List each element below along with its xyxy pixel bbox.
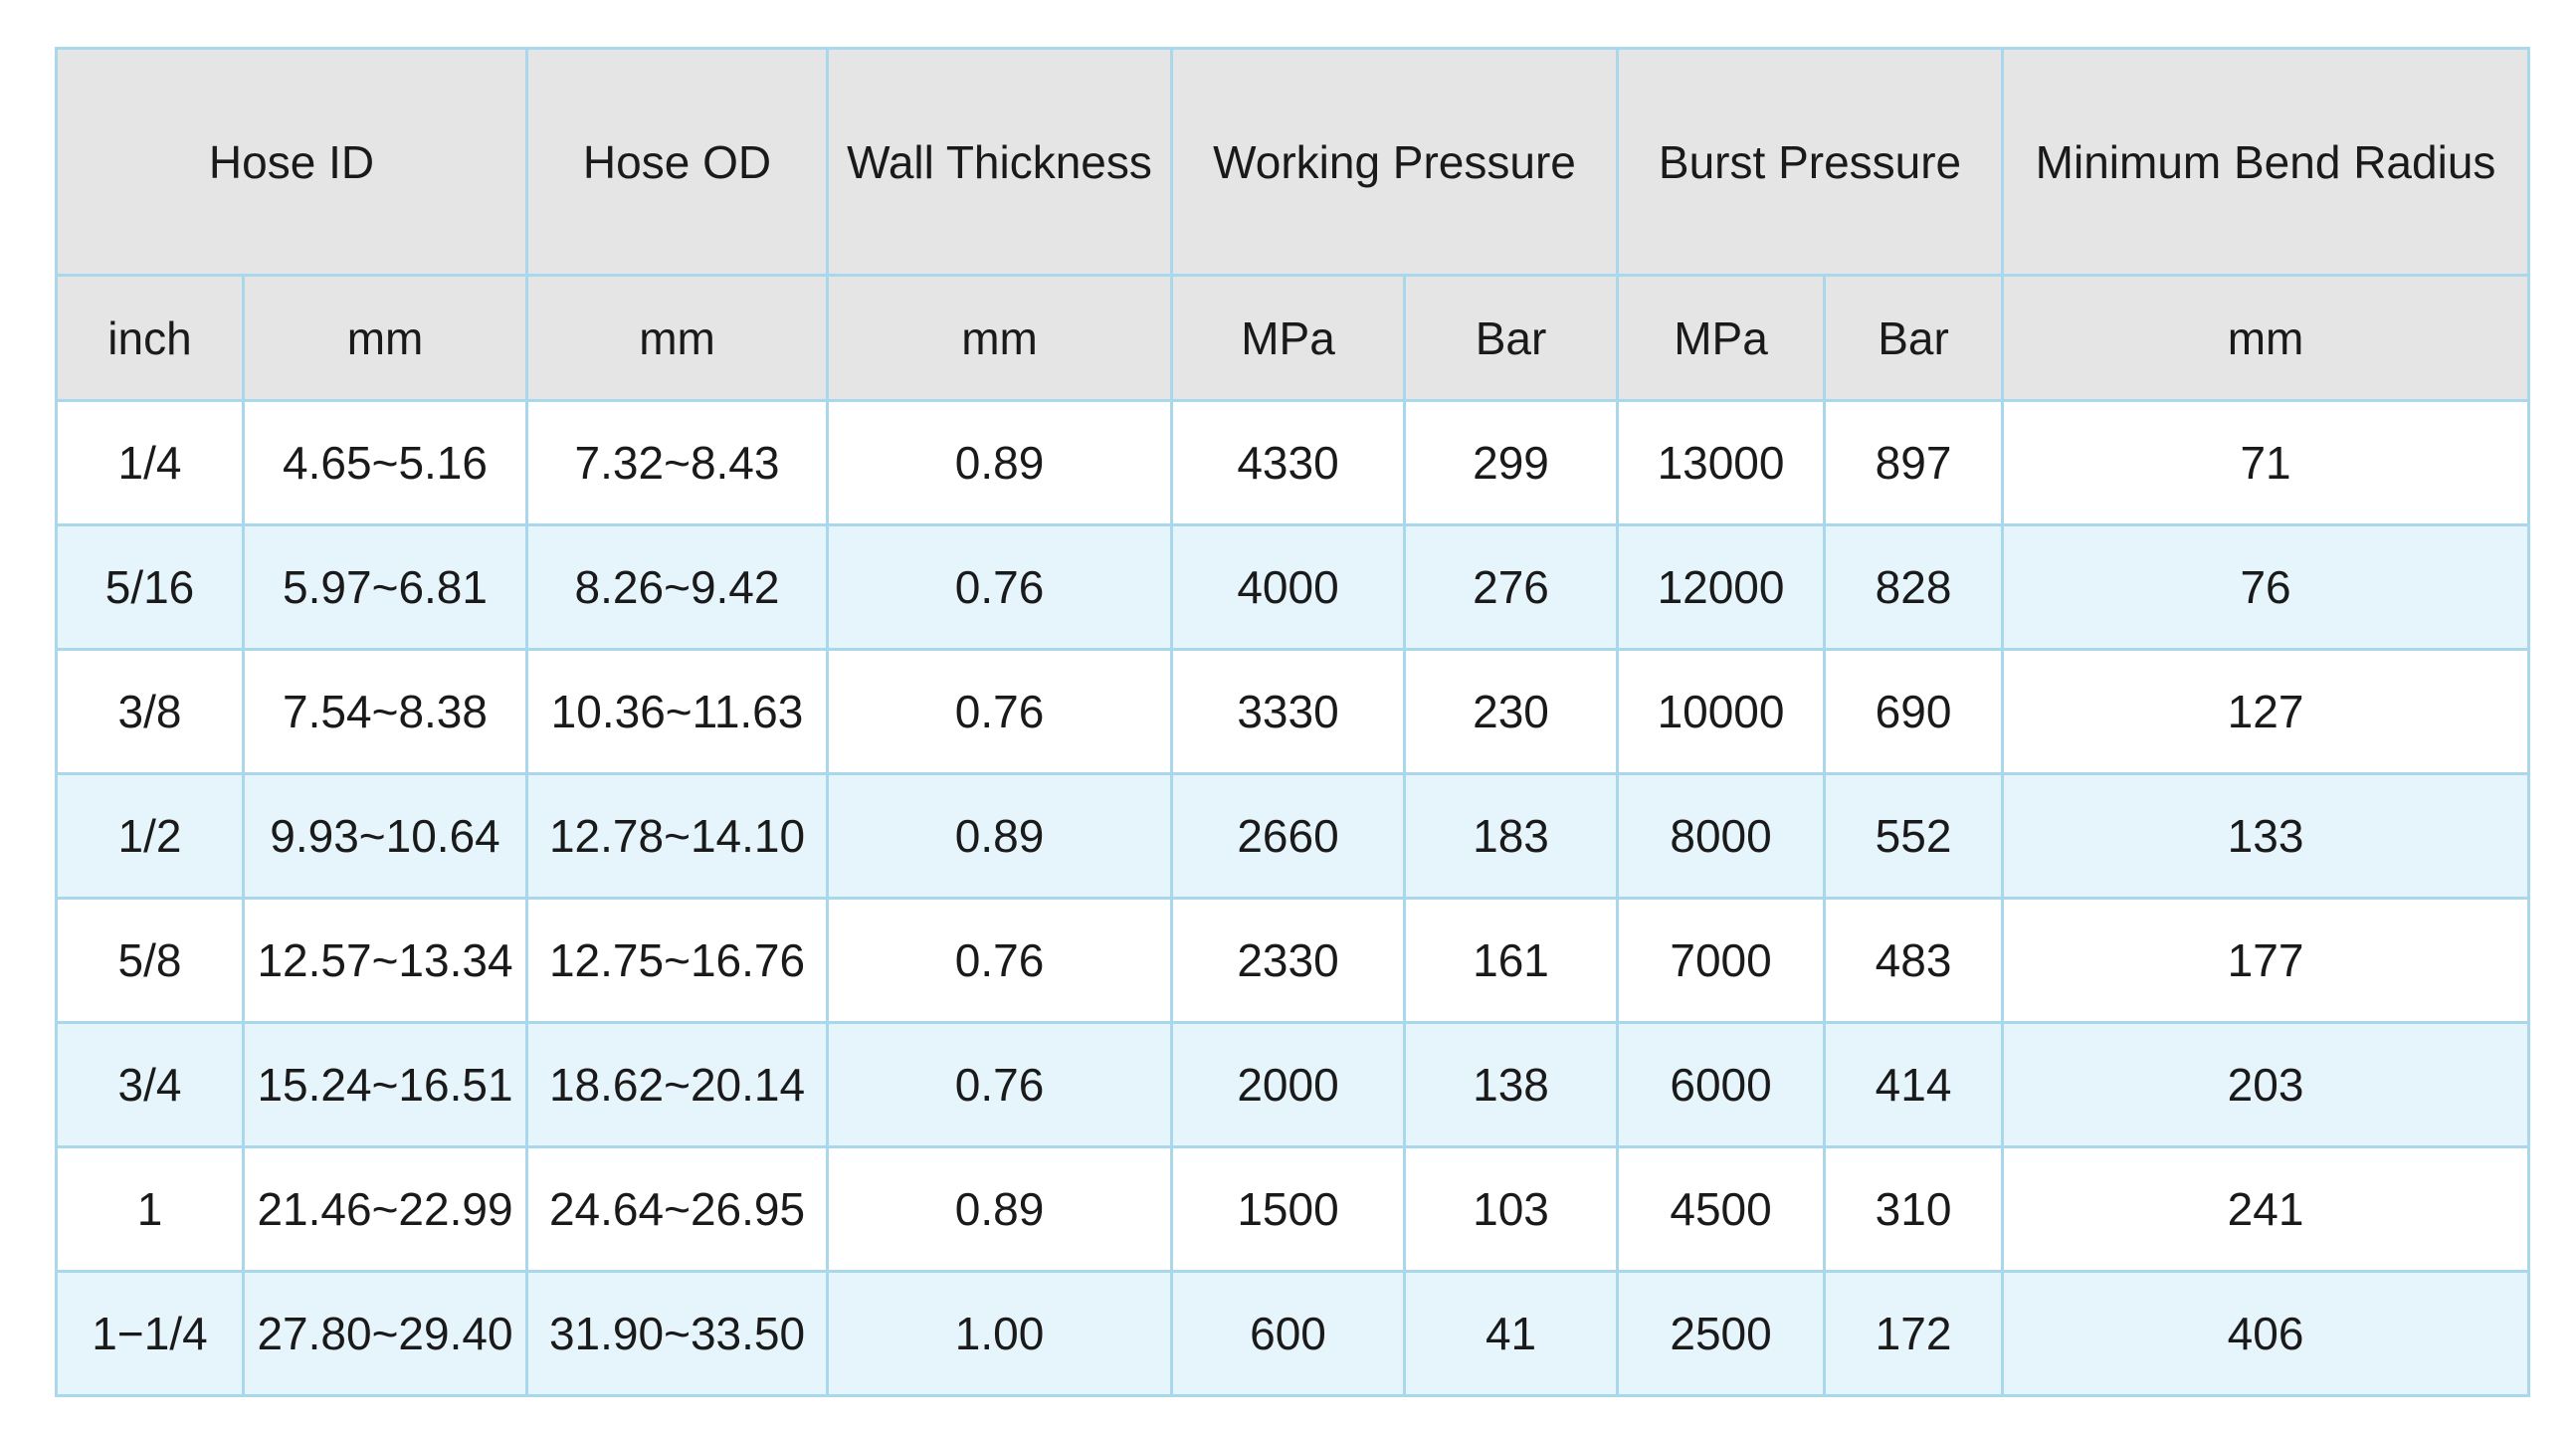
cell-working-pressure-mpa: 3330 [1172, 650, 1405, 774]
cell-wall-thickness-mm: 0.89 [828, 1147, 1172, 1272]
unit-hose-id-mm: mm [244, 276, 527, 401]
cell-burst-pressure-bar: 172 [1825, 1272, 2003, 1396]
table-body [57, 401, 2529, 1396]
cell-burst-pressure-mpa: 13000 [1618, 401, 1825, 525]
cell-hose-id-inch: 3/4 [57, 1023, 244, 1147]
cell-burst-pressure-bar: 310 [1825, 1147, 2003, 1272]
cell-hose-id-mm: 21.46~22.99 [244, 1147, 527, 1272]
cell-working-pressure-mpa: 2330 [1172, 899, 1405, 1023]
hose-spec-table [55, 47, 2530, 1397]
table-row [57, 774, 2529, 899]
cell-min-bend-radius-mm: 127 [2003, 650, 2529, 774]
cell-min-bend-radius-mm: 177 [2003, 899, 2529, 1023]
cell-working-pressure-mpa: 2660 [1172, 774, 1405, 899]
cell-burst-pressure-bar: 552 [1825, 774, 2003, 899]
table-row [57, 525, 2529, 650]
cell-hose-id-inch: 1/4 [57, 401, 244, 525]
header-burst-pressure: Burst Pressure [1618, 49, 2003, 276]
cell-working-pressure-mpa: 1500 [1172, 1147, 1405, 1272]
cell-burst-pressure-bar: 897 [1825, 401, 2003, 525]
cell-working-pressure-mpa: 4330 [1172, 401, 1405, 525]
header-row-units [57, 276, 2529, 401]
unit-hose-id-inch: inch [57, 276, 244, 401]
header-hose-od: Hose OD [527, 49, 828, 276]
cell-working-pressure-bar: 276 [1405, 525, 1618, 650]
cell-burst-pressure-mpa: 2500 [1618, 1272, 1825, 1396]
cell-burst-pressure-bar: 690 [1825, 650, 2003, 774]
cell-hose-id-inch: 1 [57, 1147, 244, 1272]
cell-hose-id-mm: 15.24~16.51 [244, 1023, 527, 1147]
cell-min-bend-radius-mm: 406 [2003, 1272, 2529, 1396]
cell-working-pressure-mpa: 4000 [1172, 525, 1405, 650]
cell-wall-thickness-mm: 0.76 [828, 650, 1172, 774]
table-row [57, 650, 2529, 774]
cell-wall-thickness-mm: 1.00 [828, 1272, 1172, 1396]
cell-burst-pressure-mpa: 4500 [1618, 1147, 1825, 1272]
unit-burst-pressure-mpa: MPa [1618, 276, 1825, 401]
cell-hose-od-mm: 12.75~16.76 [527, 899, 828, 1023]
cell-hose-id-mm: 4.65~5.16 [244, 401, 527, 525]
cell-burst-pressure-mpa: 6000 [1618, 1023, 1825, 1147]
cell-working-pressure-bar: 138 [1405, 1023, 1618, 1147]
table-row [57, 1147, 2529, 1272]
unit-min-bend-radius-mm: mm [2003, 276, 2529, 401]
header-wall-thickness: Wall Thickness [828, 49, 1172, 276]
cell-hose-od-mm: 10.36~11.63 [527, 650, 828, 774]
cell-hose-id-mm: 27.80~29.40 [244, 1272, 527, 1396]
cell-hose-od-mm: 18.62~20.14 [527, 1023, 828, 1147]
cell-burst-pressure-bar: 483 [1825, 899, 2003, 1023]
cell-wall-thickness-mm: 0.76 [828, 899, 1172, 1023]
header-row-groups [57, 49, 2529, 276]
table-row [57, 1272, 2529, 1396]
table-row [57, 401, 2529, 525]
table-row [57, 1023, 2529, 1147]
cell-hose-id-mm: 9.93~10.64 [244, 774, 527, 899]
cell-wall-thickness-mm: 0.76 [828, 1023, 1172, 1147]
cell-burst-pressure-bar: 414 [1825, 1023, 2003, 1147]
cell-min-bend-radius-mm: 241 [2003, 1147, 2529, 1272]
cell-hose-od-mm: 8.26~9.42 [527, 525, 828, 650]
cell-burst-pressure-mpa: 7000 [1618, 899, 1825, 1023]
cell-working-pressure-bar: 161 [1405, 899, 1618, 1023]
unit-burst-pressure-bar: Bar [1825, 276, 2003, 401]
cell-hose-id-mm: 12.57~13.34 [244, 899, 527, 1023]
unit-hose-od-mm: mm [527, 276, 828, 401]
cell-min-bend-radius-mm: 76 [2003, 525, 2529, 650]
cell-hose-od-mm: 12.78~14.10 [527, 774, 828, 899]
cell-wall-thickness-mm: 0.76 [828, 525, 1172, 650]
cell-hose-id-inch: 1/2 [57, 774, 244, 899]
unit-working-pressure-mpa: MPa [1172, 276, 1405, 401]
cell-hose-id-inch: 5/16 [57, 525, 244, 650]
cell-wall-thickness-mm: 0.89 [828, 774, 1172, 899]
cell-hose-id-mm: 7.54~8.38 [244, 650, 527, 774]
cell-hose-id-inch: 5/8 [57, 899, 244, 1023]
cell-working-pressure-bar: 230 [1405, 650, 1618, 774]
cell-burst-pressure-mpa: 10000 [1618, 650, 1825, 774]
table-row [57, 899, 2529, 1023]
cell-hose-od-mm: 31.90~33.50 [527, 1272, 828, 1396]
cell-burst-pressure-mpa: 12000 [1618, 525, 1825, 650]
header-working-pressure: Working Pressure [1172, 49, 1618, 276]
cell-hose-od-mm: 24.64~26.95 [527, 1147, 828, 1272]
cell-burst-pressure-bar: 828 [1825, 525, 2003, 650]
cell-hose-id-inch: 1−1/4 [57, 1272, 244, 1396]
cell-working-pressure-mpa: 2000 [1172, 1023, 1405, 1147]
header-hose-id: Hose ID [57, 49, 527, 276]
cell-working-pressure-bar: 183 [1405, 774, 1618, 899]
cell-burst-pressure-mpa: 8000 [1618, 774, 1825, 899]
cell-min-bend-radius-mm: 71 [2003, 401, 2529, 525]
cell-working-pressure-mpa: 600 [1172, 1272, 1405, 1396]
unit-working-pressure-bar: Bar [1405, 276, 1618, 401]
cell-min-bend-radius-mm: 133 [2003, 774, 2529, 899]
cell-working-pressure-bar: 103 [1405, 1147, 1618, 1272]
cell-min-bend-radius-mm: 203 [2003, 1023, 2529, 1147]
cell-hose-id-mm: 5.97~6.81 [244, 525, 527, 650]
cell-hose-od-mm: 7.32~8.43 [527, 401, 828, 525]
cell-hose-id-inch: 3/8 [57, 650, 244, 774]
header-min-bend-radius: Minimum Bend Radius [2003, 49, 2529, 276]
cell-wall-thickness-mm: 0.89 [828, 401, 1172, 525]
cell-working-pressure-bar: 299 [1405, 401, 1618, 525]
unit-wall-thickness-mm: mm [828, 276, 1172, 401]
cell-working-pressure-bar: 41 [1405, 1272, 1618, 1396]
